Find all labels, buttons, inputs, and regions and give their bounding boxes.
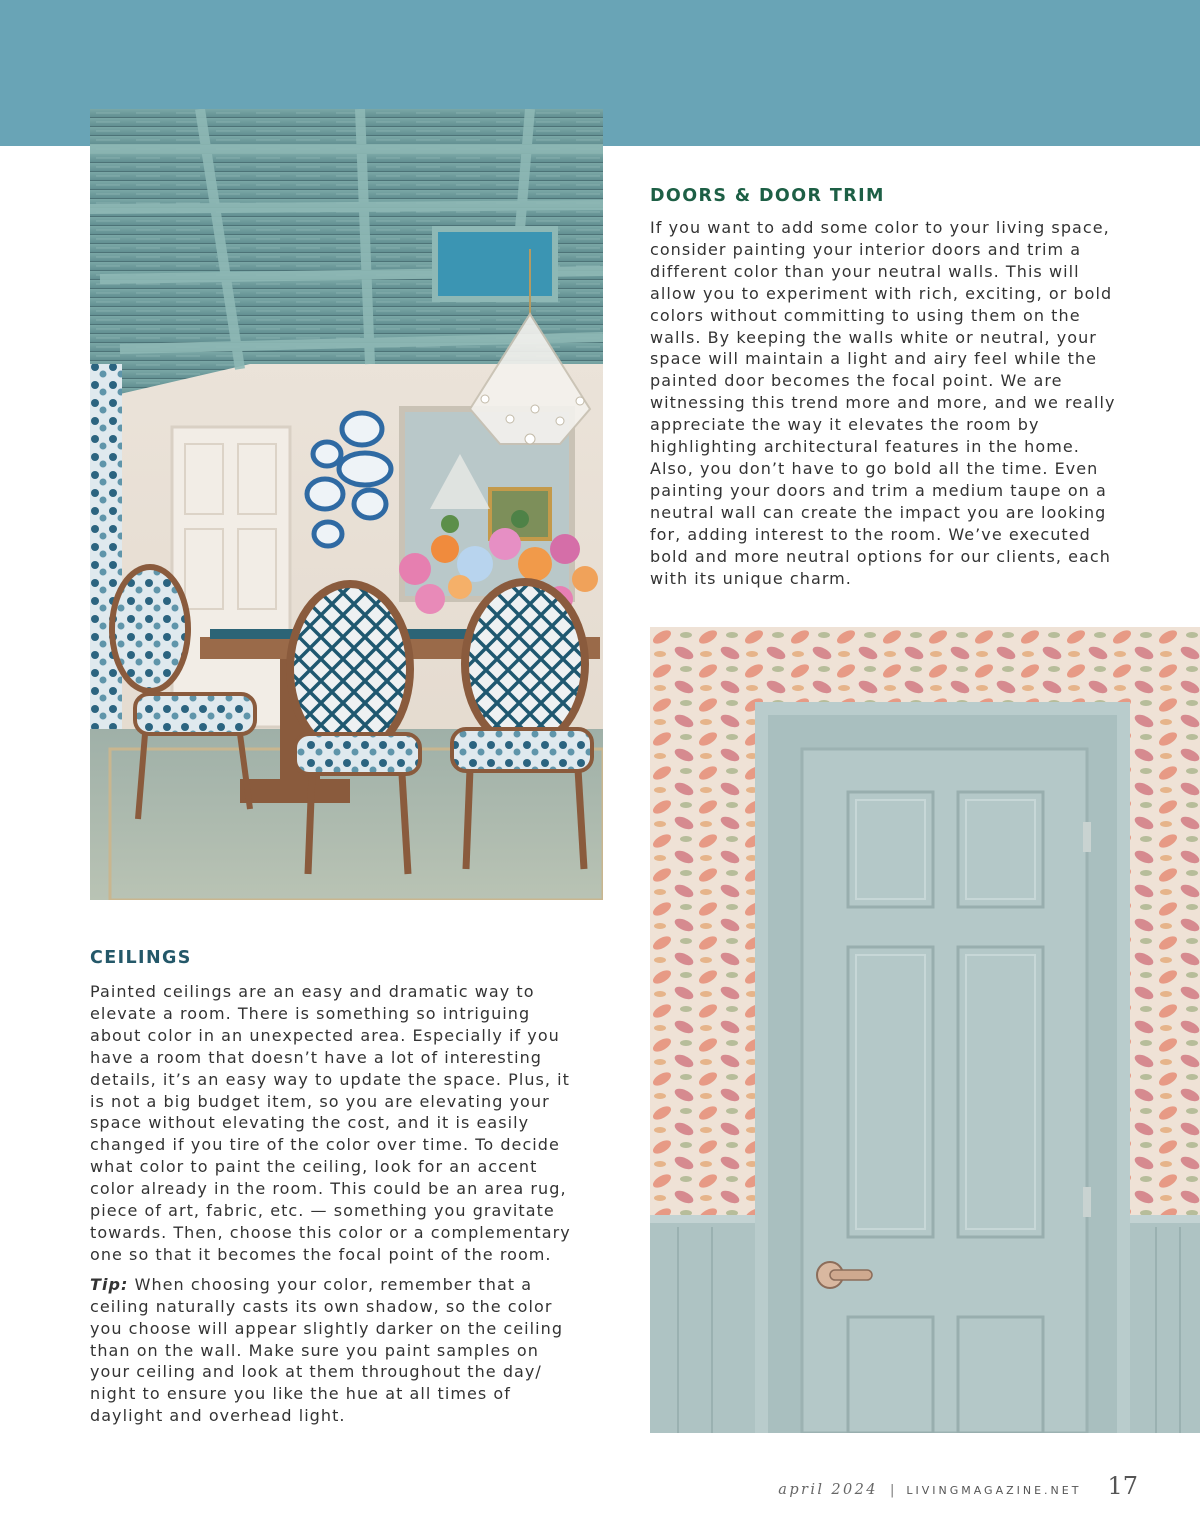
ceilings-section-body [90,981,580,1427]
doors-section-body [650,217,1120,589]
ceilings-section-heading: CEILINGS [90,948,192,968]
painted-door-illustration [650,627,1200,1433]
page-footer [778,1472,1138,1500]
doors-section-heading: DOORS & DOOR TRIM [650,186,885,206]
ceilings-paragraph: Painted ceilings are an easy and dramatic way to elevate a room. There is something so intriguing about color in an unexpected area. Especially if you have a room that doesn’t have a lot of interesting details, it’s an easy way to update the space. Plus, it is not a big budget item, so you are elevating your space without elevating the cost, and it is easily changed if you tire of the color over time. To decide what color to paint the ceiling, look for an accent color already in the room. This could be an area rug, piece of art, fabric, etc. — something you gravitate towards. Then, choose this color or a complementary one so that it becomes the focal point of the room. [90,982,571,1264]
dining-room-illustration [90,109,603,900]
issue-date: april 2024 [778,1482,878,1498]
dining-room-photo [90,109,603,900]
tip-text: When choosing your color, remember that a ceiling naturally casts its own shadow, so the color you choose will appear slightly darker on the ceiling than on the wall. Make sure you paint samples on your ceiling and look at them throughout the day/ night to ensure you like the hue at all times of daylight and overhead light. [90,1274,564,1426]
doors-paragraph: If you want to add some color to your living space, consider painting your interior doors and trim a different color than your neutral walls. This will allow you to experiment with rich, exciting, or bold colors without committing to using them on the walls. By keeping the walls white or neutral, your space will maintain a light and airy feel while the painted door becomes the focal point. We are witnessing this trend more and more, and we really appreciate the way it elevates the room by highlighting architectural features in the home. Also, you don’t have to go bold all the time. Even painting your doors and trim a medium taupe on a neutral wall can create the impact you are looking for, adding interest to the room. We’ve executed bold and more neutral options for our clients, each with its unique charm. [650,218,1116,588]
ceilings-tip-paragraph [90,1274,580,1427]
page-number: 17 [1107,1472,1138,1500]
website-name: LIVINGMAGAZINE.NET [906,1484,1082,1497]
painted-door-photo [650,627,1200,1433]
tip-label: Tip: [90,1274,129,1294]
footer-separator: | [889,1483,895,1498]
